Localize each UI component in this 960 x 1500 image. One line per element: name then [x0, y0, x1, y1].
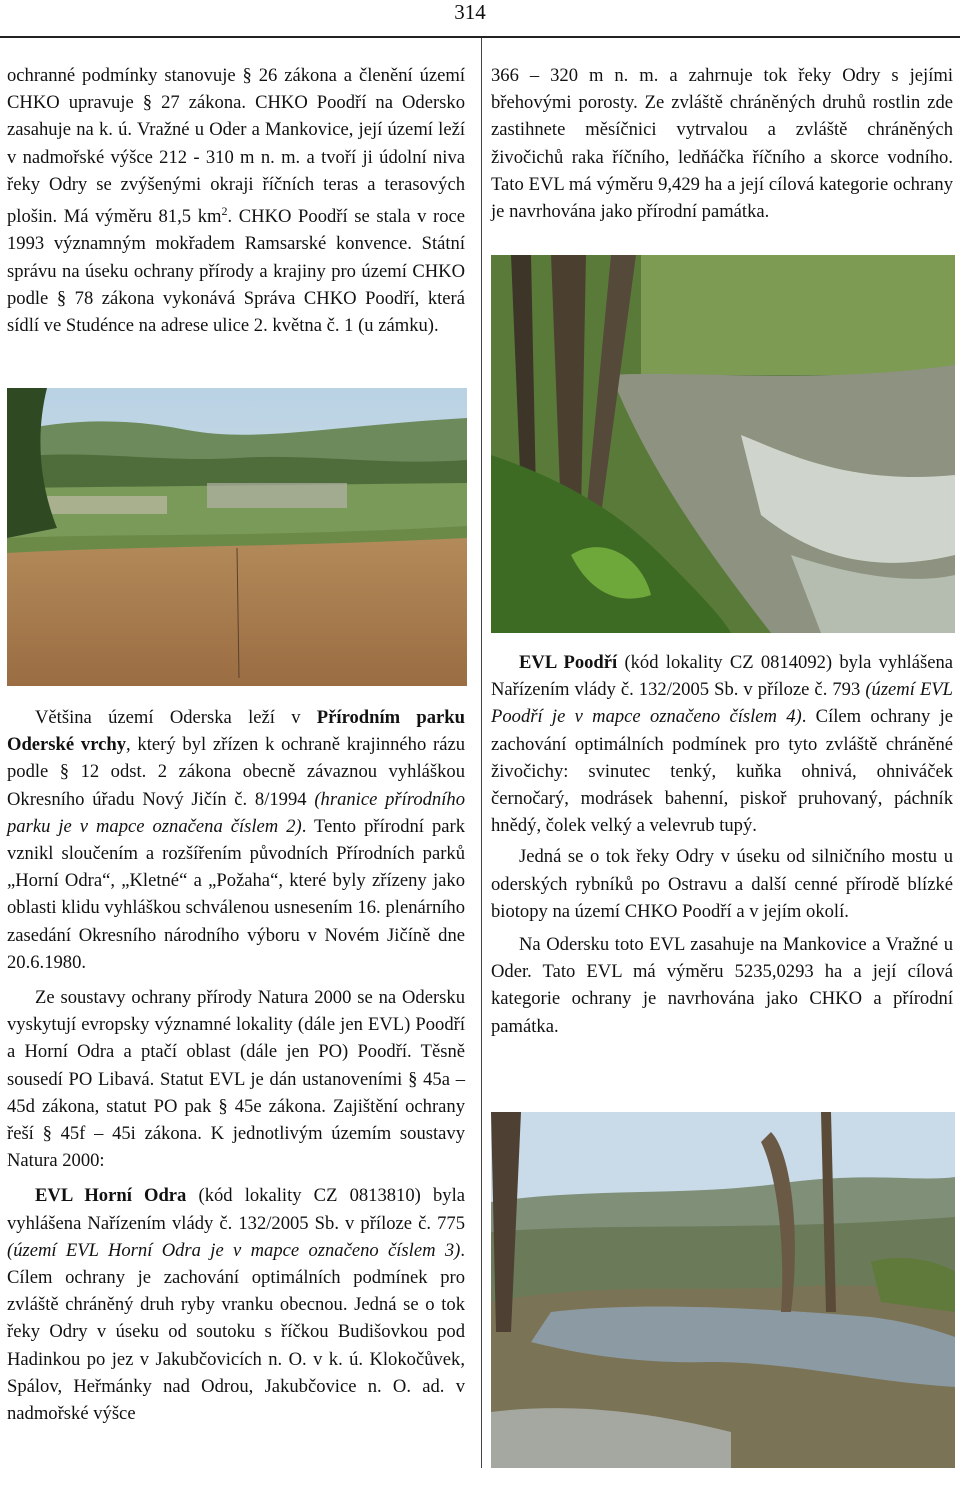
paragraph-evl-horni-odra: EVL Horní Odra (kód lokality CZ 0813810) byla vyhlášena Nařízením vlády č. 132/2005 Sb. v příloze č. 775 (území EVL Horní Odra je v mapce označeno číslem 3). Cílem ochrany je zachování optimálních podmínek pro zvláště chráněný druh ryby vranku obecnou. Jedná se o tok řeky Odry v úseku od soutoku s říčkou Budišovkou pod Hadinkou po jez v Jakubčovicích n. O. v k. ú. Klokočůvek, Spálov, Heřmánky nad Odrou, Jakubčovice n. O. ad. v nadmořské výšce	[7, 1185, 465, 1425]
paragraph-evl-poodri: EVL Poodří (kód lokality CZ 0814092) byla vyhlášena Nařízením vlády č. 132/2005 Sb. v příloze č. 793 (území EVL Poodří je v mapce označeno číslem 4). Cílem ochrany je zachování optimálních podmínek pro tyto zvláště chráněné živočichy: svinutec tenký, kuňka ohnivá, ohniváček černočarý, modrásek bahenní, piskoř pruhovaný, páchník hnědý, čolek velký a velevrub tupý.	[491, 652, 954, 837]
river-floodplain-image	[491, 1112, 955, 1468]
paragraph-evl-continuation: 366 – 320 m n. m. a zahrnuje tok řeky Odry s jejími břehovými porosty. Ze zvláště chráněných druhů rostlin zde zastihnete měsíčnici vytrvalou a zvláště chráněných živočichů raka říčního, ledňáčka říčního a skorce vodního. Tato EVL má výměru 9,429 ha a její cílová kategorie ochrany je navrhována jako přírodní památka.	[491, 65, 953, 223]
superscript: 2	[221, 204, 228, 219]
paragraph-odersko-evl: Na Odersku toto EVL zasahuje na Mankovice a Vražné u Oder. Tato EVL má výměru 5235,0293 ha a její cílová kategorie ochrany je navrhována jako CHKO a přírodní památka.	[491, 934, 953, 1037]
right-column-top	[491, 62, 953, 225]
column-divider	[481, 38, 482, 1468]
river-trees-image	[491, 255, 955, 633]
header-rule	[0, 36, 960, 38]
paragraph-tok-odry: Jedná se o tok řeky Odry v úseku od silničního mostu u oderských rybníků po Ostravu a další cenné přírodě blízké biotopy na území CHKO Poodří a v jejím okolí.	[491, 846, 953, 922]
landscape-photo	[7, 388, 467, 686]
river-photo-floodplain	[491, 1112, 955, 1468]
river-photo-trees	[491, 255, 955, 633]
paragraph-prirodni-park: Většina území Oderska leží v Přírodním parku Oderské vrchy, který byl zřízen k ochraně krajinného rázu podle § 12 odst. 2 zákona obecně závaznou vyhláškou Okresního úřadu Nový Jičín č. 8/1994 (hranice přírodního parku je v mapce označena číslem 2). Tento přírodní park vznikl sloučením a rozšířením původních Přírodních parků „Horní Odra“, „Kletné“ a „Požaha“, které byly zřízeny jako oblasti klidu vyhláškou schválenou usnesením 16. plenárního zasedání Okresního národního výboru v Novém Jičíně dne 20.6.1980.	[7, 707, 466, 973]
page-number: 314	[454, 0, 486, 24]
paragraph-natura-2000: Ze soustavy ochrany přírody Natura 2000 se na Odersku vyskytují evropsky významné lokality (dále jen EVL) Poodří a Horní Odra a ptačí oblast (dále jen PO) Poodří. Těsně sousedí PO Libavá. Statut EVL je dán ustanoveními § 45a – 45d zákona, statut PO pak § 45e zákona. Zajištění ochrany řeší § 45f – 45i zákona. K jednotlivým územím soustavy Natura 2000:	[7, 987, 465, 1172]
right-column-middle	[491, 649, 953, 1040]
paragraph-chko-poodri: ochranné podmínky stanovuje § 26 zákona a členění území CHKO upravuje § 27 zákona. CHKO Poodří na Odersko zasahuje na k. ú. Vražné u Oder a Mankovice, její území leží v nadmořské výšce 212 - 310 m n. m. a tvoří ji údolní niva řeky Odry se zvýšenými okraji říčních teras a terasových plošin. Má výměru 81,5 $km^2$. CHKO Poodří se stala v roce 1993 významným mokřadem Ramsarské konvence. Státní správu na úseku ochrany přírody a krajiny pro území CHKO podle § 78 zákona vykonává Správa CHKO Poodří, která sídlí ve Studénce na adrese ulice 2. května č. 1 (u zámku).	[7, 65, 465, 337]
left-column-bottom	[7, 704, 465, 1427]
left-column-top	[7, 62, 465, 339]
landscape-image	[7, 388, 467, 686]
